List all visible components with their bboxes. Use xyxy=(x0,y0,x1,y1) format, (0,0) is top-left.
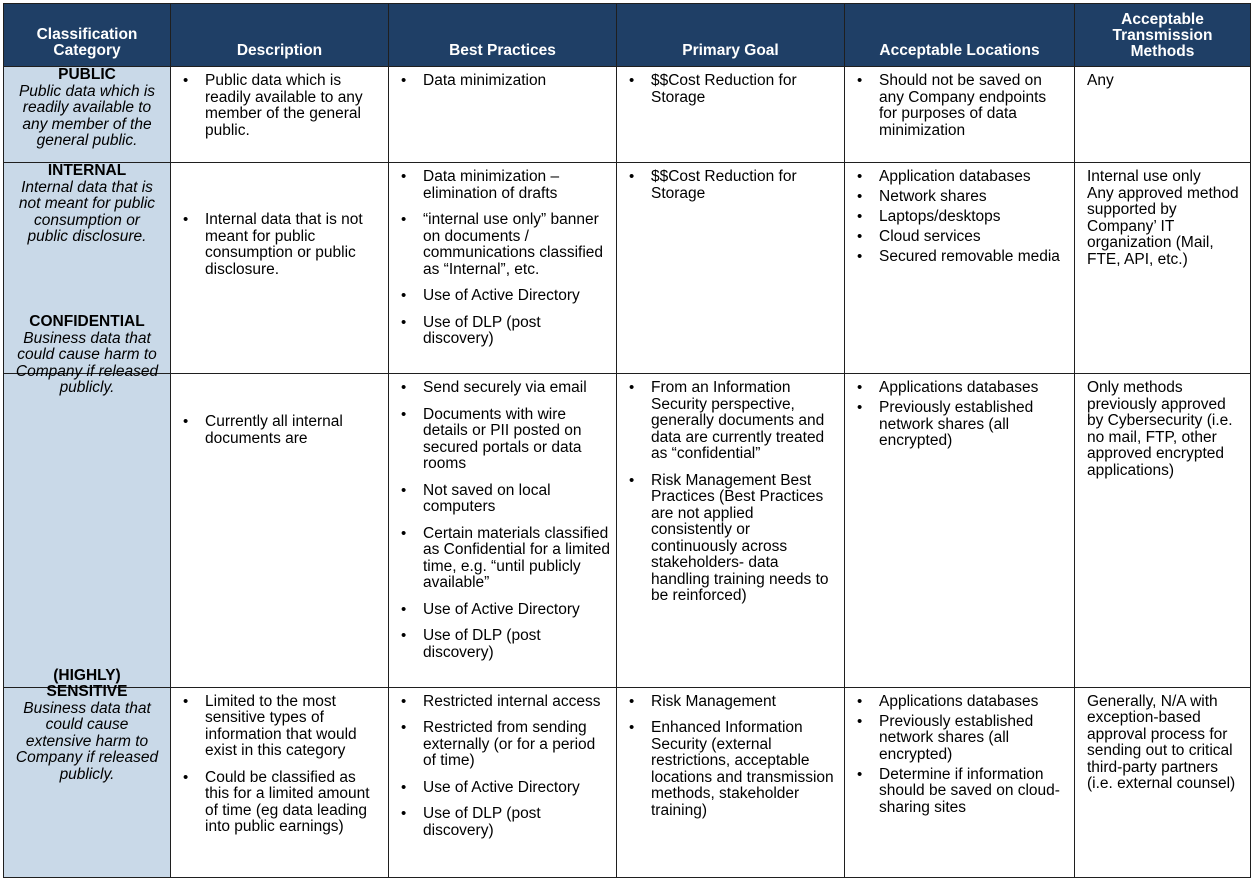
list-item-text: Cloud services xyxy=(879,228,981,246)
list-item: • $$Cost Reduction for Storage xyxy=(629,168,797,202)
category-cell xyxy=(4,313,171,687)
list-item: • Could be classified as this for a limited amount of time (eg data leading into public earnings) xyxy=(183,768,370,836)
locations-cell xyxy=(845,67,1075,163)
transmission-cell xyxy=(1075,374,1251,687)
list-item: • Limited to the most sensitive types of information that would exist in this category xyxy=(183,692,357,760)
list-item: • Use of Active Directory xyxy=(401,600,580,618)
list-item: • Not saved on local computers xyxy=(401,481,551,516)
list-item: • Applications databases xyxy=(857,379,1039,397)
transmission-cell xyxy=(1075,687,1251,877)
data-classification-table xyxy=(3,3,1251,878)
header-primary-goal-label: Primary Goal xyxy=(682,42,779,59)
list-item-text: Risk Management xyxy=(651,692,776,710)
list-item: • Currently all internal documents are xyxy=(183,413,343,447)
header-acceptable-locations xyxy=(845,4,1075,67)
list-item-text: Should not be saved on any Company endpoints for purposes of data minimization xyxy=(879,72,1047,139)
list-item-text: Use of Active Directory xyxy=(423,600,580,618)
list-item-text: Could be classified as this for a limited amount of time (eg data leading into public earnings) xyxy=(205,768,370,836)
list-item: • Applications databases xyxy=(857,692,1039,710)
list-item-text: Application databases xyxy=(879,168,1031,186)
list-item-text: Documents with wire details or PII posted on secured portals or data rooms xyxy=(423,405,582,473)
locations-cell xyxy=(845,374,1075,687)
list-item: • Internal data that is not meant for public consumption or public disclosure. xyxy=(183,211,363,278)
list-item-text: Public data which is readily available to any member of the general public. xyxy=(205,72,363,139)
list-item-text: Applications databases xyxy=(879,379,1039,397)
transmission-cell xyxy=(1075,163,1251,374)
list-item-text: Data minimization – elimination of drafts xyxy=(423,168,560,202)
category-description: Business data that could cause extensive harm to Company if released publicly. xyxy=(15,699,159,783)
list-item: • From an Information Security perspective, generally documents and data are currently treated as “confidential” xyxy=(629,379,825,463)
header-transmission-methods-label: Acceptable Transmission Methods xyxy=(1112,11,1213,60)
list-item-text: Not saved on local computers xyxy=(423,481,551,516)
list-item-text: $$Cost Reduction for Storage xyxy=(651,72,797,106)
list-item: • Restricted internal access xyxy=(401,692,601,710)
list-item-text: Send securely via email xyxy=(423,379,587,397)
list-item-text: Determine if information should be saved on cloud-sharing sites xyxy=(879,765,1060,816)
list-item: • Determine if information should be saved on cloud-sharing sites xyxy=(857,765,1060,816)
transmission-text: Internal use only Any approved method supported by Company’ IT organization (Mail, FTE, API, etc.) xyxy=(1087,168,1239,268)
transmission-cell xyxy=(1075,67,1251,163)
header-category xyxy=(4,4,171,67)
transmission-text: Only methods previously approved by Cybersecurity (i.e. no mail, FTP, other approved encrypted applications) xyxy=(1087,379,1233,479)
description-cell xyxy=(171,163,389,374)
category-name: (HIGHLY) SENSITIVE xyxy=(46,666,128,701)
best-practices-cell xyxy=(389,374,617,687)
list-item-text: Risk Management Best Practices (Best Practices are not applied consistently or continuously across stakeholders- data handling training needs to be reinforced) xyxy=(651,471,829,605)
header-row xyxy=(4,4,1251,67)
list-item: • Use of Active Directory xyxy=(401,287,580,305)
category-name: PUBLIC xyxy=(58,66,116,83)
list-item: • Use of Active Directory xyxy=(401,778,580,796)
list-item: • Application databases xyxy=(857,168,1031,186)
category-cell xyxy=(4,67,171,163)
table-row xyxy=(4,687,1251,877)
list-item: • Should not be saved on any Company endpoints for purposes of data minimization xyxy=(857,72,1047,139)
list-item: • Use of DLP (post discovery) xyxy=(401,313,541,348)
list-item: • Use of DLP (post discovery) xyxy=(401,805,541,839)
header-best-practices-label: Best Practices xyxy=(449,42,556,59)
transmission-text: Generally, N/A with exception-based approval process for sending out to critical third-party partners (i.e. external counsel) xyxy=(1087,692,1236,793)
list-item-text: $$Cost Reduction for Storage xyxy=(651,168,797,202)
list-item-text: Previously established network shares (all encrypted) xyxy=(879,399,1034,450)
list-item-text: Applications databases xyxy=(879,692,1039,710)
category-name: CONFIDENTIAL xyxy=(29,313,145,331)
list-item: • Data minimization xyxy=(401,72,547,89)
classification-table-sheet xyxy=(3,3,1250,878)
table-row xyxy=(4,163,1251,374)
primary-goal-cell xyxy=(617,687,845,877)
list-item-text: Use of Active Directory xyxy=(423,287,580,305)
list-item-text: Restricted from sending externally (or for a period of time) xyxy=(423,719,596,770)
list-item: • “internal use only” banner on documents / communications classified as “Internal”, etc. xyxy=(401,211,604,278)
locations-cell xyxy=(845,163,1075,374)
category-name: INTERNAL xyxy=(47,162,127,180)
list-item: • Risk Management Best Practices (Best Practices are not applied consistently or continuously across stakeholders- data handling training needs to be reinforced) xyxy=(629,471,829,605)
list-item-text: From an Information Security perspective, generally documents and data are currently treated as “confidential” xyxy=(651,379,825,463)
list-item-text: Laptops/desktops xyxy=(879,208,1001,226)
list-item: • Enhanced Information Security (external restrictions, acceptable locations and transmission methods, stakeholder training) xyxy=(629,719,834,819)
list-item: • Documents with wire details or PII posted on secured portals or data rooms xyxy=(401,405,582,473)
category-description: Internal data that is not meant for public consumption or public disclosure. xyxy=(18,178,156,246)
list-item-text: Use of DLP (post discovery) xyxy=(423,313,541,348)
best-practices-cell xyxy=(389,163,617,374)
header-description-label: Description xyxy=(236,42,323,59)
transmission-text: Any xyxy=(1087,72,1114,89)
list-item: • Previously established network shares (all encrypted) xyxy=(857,712,1034,763)
description-cell xyxy=(171,67,389,163)
header-transmission-methods xyxy=(1075,4,1251,67)
list-item: • Risk Management xyxy=(629,692,776,710)
list-item-text: Internal data that is not meant for public consumption or public disclosure. xyxy=(205,211,363,278)
list-item: • Use of DLP (post discovery) xyxy=(401,627,541,661)
list-item-text: Previously established network shares (all encrypted) xyxy=(879,712,1034,763)
list-item: • Network shares xyxy=(857,188,987,206)
header-primary-goal xyxy=(617,4,845,67)
list-item: • Previously established network shares (all encrypted) xyxy=(857,399,1034,450)
list-item: • Public data which is readily available to any member of the general public. xyxy=(183,72,363,139)
list-item-text: Enhanced Information Security (external restrictions, acceptable locations and transmission methods, stakeholder training) xyxy=(651,719,834,819)
table-row xyxy=(4,374,1251,687)
primary-goal-cell xyxy=(617,67,845,163)
primary-goal-cell xyxy=(617,163,845,374)
list-item: • Send securely via email xyxy=(401,379,587,397)
list-item-text: Secured removable media xyxy=(879,248,1060,266)
list-item: • Certain materials classified as Confidential for a limited time, e.g. “until publicly available” xyxy=(401,524,610,592)
header-description xyxy=(171,4,389,67)
best-practices-cell xyxy=(389,67,617,163)
description-cell xyxy=(171,374,389,687)
list-item-text: Use of DLP (post discovery) xyxy=(423,627,541,661)
header-category-label: Classification Category xyxy=(36,26,138,59)
list-item: • Data minimization – elimination of drafts xyxy=(401,168,560,202)
list-item-text: Data minimization xyxy=(423,72,547,89)
best-practices-cell xyxy=(389,687,617,877)
table-row xyxy=(4,67,1251,163)
list-item: • $$Cost Reduction for Storage xyxy=(629,72,797,106)
list-item: • Restricted from sending externally (or for a period of time) xyxy=(401,719,596,770)
list-item-text: “internal use only” banner on documents / communications classified as “Internal”, etc. xyxy=(423,211,604,278)
list-item: • Laptops/desktops xyxy=(857,208,1001,226)
list-item-text: Certain materials classified as Confidential for a limited time, e.g. “until publicly available” xyxy=(423,524,610,592)
primary-goal-cell xyxy=(617,374,845,687)
locations-cell xyxy=(845,687,1075,877)
list-item-text: Limited to the most sensitive types of information that would exist in this category xyxy=(205,692,357,760)
list-item-text: Use of Active Directory xyxy=(423,778,580,796)
list-item-text: Currently all internal documents are xyxy=(205,413,343,447)
list-item-text: Network shares xyxy=(879,188,987,206)
description-cell xyxy=(171,687,389,877)
category-description: Public data which is readily available to any member of the general public. xyxy=(18,82,156,149)
category-description: Business data that could cause harm to Company if released publicly. xyxy=(15,329,159,397)
list-item-text: Use of DLP (post discovery) xyxy=(423,805,541,839)
list-item-text: Restricted internal access xyxy=(423,692,601,710)
list-item: • Secured removable media xyxy=(857,248,1060,266)
category-cell xyxy=(4,666,171,877)
header-best-practices xyxy=(389,4,617,67)
header-acceptable-locations-label: Acceptable Locations xyxy=(879,42,1040,59)
list-item: • Cloud services xyxy=(857,228,981,246)
